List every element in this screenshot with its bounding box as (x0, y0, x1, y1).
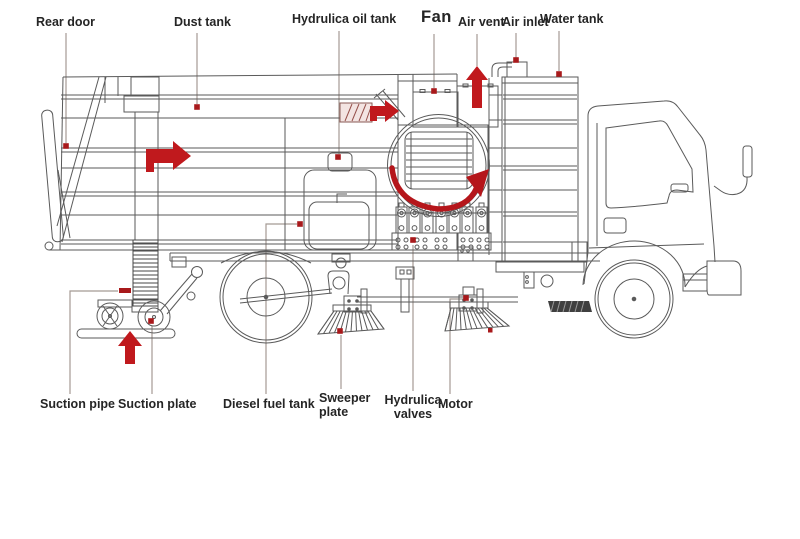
chassis-rail (170, 247, 600, 303)
label-sweeper-plate: Sweeper plate (319, 391, 371, 419)
label-fan: Fan (421, 8, 452, 26)
suction-plate-part (77, 257, 203, 338)
label-water-tank: Water tank (540, 12, 604, 26)
mud-flap (548, 301, 592, 312)
label-air-vent: Air vent (458, 15, 505, 29)
sweeper-brush-right (445, 287, 509, 331)
label-rear-door: Rear door (36, 15, 96, 29)
label-diesel-fuel-tank: Diesel fuel tank (223, 397, 315, 411)
suction-up-arrow (118, 331, 142, 364)
truck-cab (583, 101, 752, 295)
label-hydraulic-valves: Hydrulica valves (384, 393, 442, 421)
label-suction-pipe: Suction pipe (40, 397, 115, 411)
label-suction-plate: Suction plate (118, 397, 197, 411)
air-inlet-device (492, 62, 527, 77)
label-air-inlet: Air inlet (502, 15, 549, 29)
label-dust-tank: Dust tank (174, 15, 231, 29)
water-tank-part (489, 77, 587, 288)
front-wheel (595, 260, 673, 338)
dust-tank-body (57, 74, 457, 263)
truck (41, 62, 752, 343)
label-hydraulic-oil-tank: Hydrulica oil tank (292, 12, 397, 26)
airflow-arrow-tank (146, 141, 191, 172)
brush-hanger-bracket (396, 267, 414, 312)
tank-vent-sticker (340, 103, 372, 122)
air-vent-up-arrow (466, 66, 488, 108)
label-motor: Motor (438, 397, 473, 411)
